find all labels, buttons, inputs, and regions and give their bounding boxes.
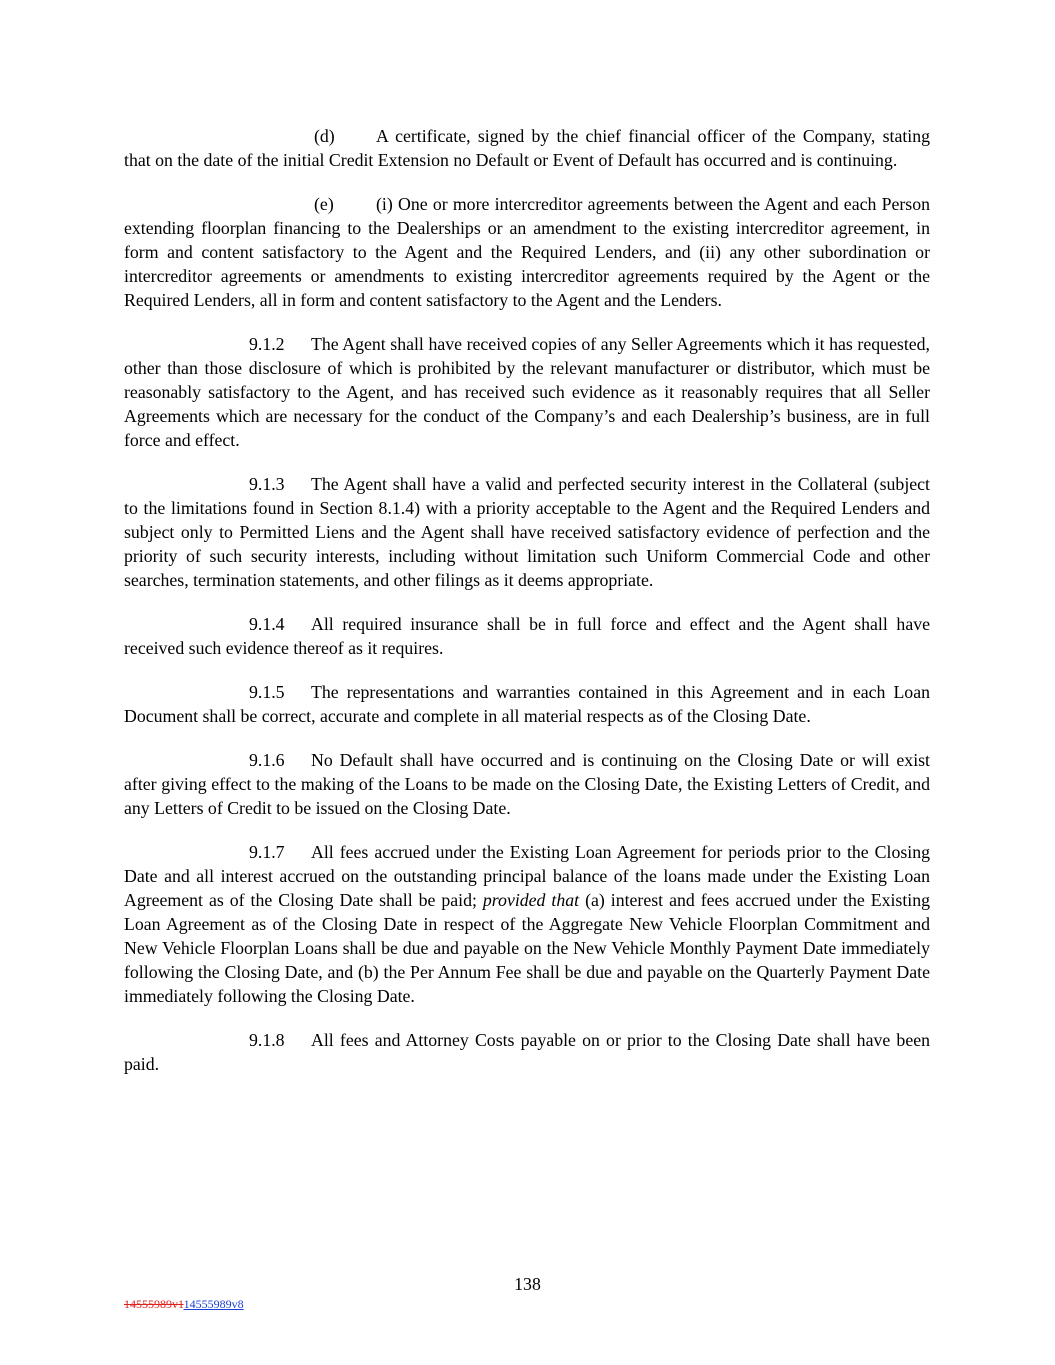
paragraph-9-1-2 [124,332,930,452]
paragraph-text: All fees and Attorney Costs payable on or prior to the Closing Date shall have been paid. [124,1030,930,1074]
paragraph-number: (d) [314,126,335,146]
paragraph-number: 9.1.7 [249,842,285,862]
paragraph-number: 9.1.4 [249,614,285,634]
deleted-document-id: 14555989v1 [124,1297,184,1311]
paragraph-number: 9.1.2 [249,334,285,354]
document-body [124,124,930,1096]
paragraph-number: 9.1.5 [249,682,285,702]
paragraph-e [124,192,930,312]
paragraph-d [124,124,930,172]
paragraph-number: (e) [314,194,334,214]
paragraph-number: 9.1.6 [249,750,285,770]
paragraph-text: No Default shall have occurred and is continuing on the Closing Date or will exist after giving effect to the making of the Loans to be made on the Closing Date, the Existing Letters of Credit, and any Letters of Credit to be issued on the Closing Date. [124,750,930,818]
paragraph-9-1-3 [124,472,930,592]
paragraph-number: 9.1.8 [249,1030,285,1050]
paragraph-text: The Agent shall have received copies of any Seller Agreements which it has requested, other than those disclosure of which is prohibited by the relevant manufacturer or distributor, which must be reasonably satisfactory to the Agent, and has received such evidence as it reasonably requires that all Seller Agreements which are necessary for the conduct of the Company’s and each Dealership’s business, are in full force and effect. [124,334,930,450]
inserted-document-id: 14555989v8 [183,1297,244,1311]
paragraph-9-1-4 [124,612,930,660]
paragraph-text: All fees accrued under the Existing Loan Agreement for periods prior to the Closing Date and all interest accrued on the outstanding principal balance of the loans made under the Existing Loan Agreement as of the Closing Date shall be paid; [124,842,930,910]
paragraph-text: (i) One or more intercreditor agreements between the Agent and each Person extending floorplan financing to the Dealerships or an amendment to the existing intercreditor agreement, in form and content satisfactory to the Agent and the Required Lenders, and (ii) any other subordination or intercreditor agreements or amendments to existing intercreditor agreements required by the Agent or the Required Lenders, all in form and content satisfactory to the Agent and the Lenders. [124,194,930,310]
page-number: 138 [514,1274,541,1294]
italic-text: provided that [482,890,580,910]
document-id-footer [124,1297,244,1312]
paragraph-9-1-6 [124,748,930,820]
paragraph-text: (a) interest and fees accrued under the Existing Loan Agreement as of the Closing Date in respect of the Aggregate New Vehicle Floorplan Commitment and New Vehicle Floorplan Loans shall be due and payable on the New Vehicle Monthly Payment Date immediately following the Closing Date, and (b) the Per Annum Fee shall be due and payable on the Quarterly Payment Date immediately following the Closing Date. [124,890,930,1006]
paragraph-number: 9.1.3 [249,474,285,494]
paragraph-text: The representations and warranties contained in this Agreement and in each Loan Document shall be correct, accurate and complete in all material respects as of the Closing Date. [124,682,930,726]
paragraph-9-1-5 [124,680,930,728]
paragraph-text: All required insurance shall be in full force and effect and the Agent shall have received such evidence thereof as it requires. [124,614,930,658]
paragraph-9-1-8 [124,1028,930,1076]
paragraph-text: A certificate, signed by the chief financial officer of the Company, stating that on the date of the initial Credit Extension no Default or Event of Default has occurred and is continuing. [124,126,930,170]
paragraph-text: The Agent shall have a valid and perfected security interest in the Collateral (subject to the limitations found in Section 8.1.4) with a priority acceptable to the Agent and the Required Lenders and subject only to Permitted Liens and the Agent shall have received satisfactory evidence of perfection and the priority of such security interests, including without limitation such Uniform Commercial Code and other searches, termination statements, and other filings as it deems appropriate. [124,474,930,590]
paragraph-9-1-7 [124,840,930,1008]
